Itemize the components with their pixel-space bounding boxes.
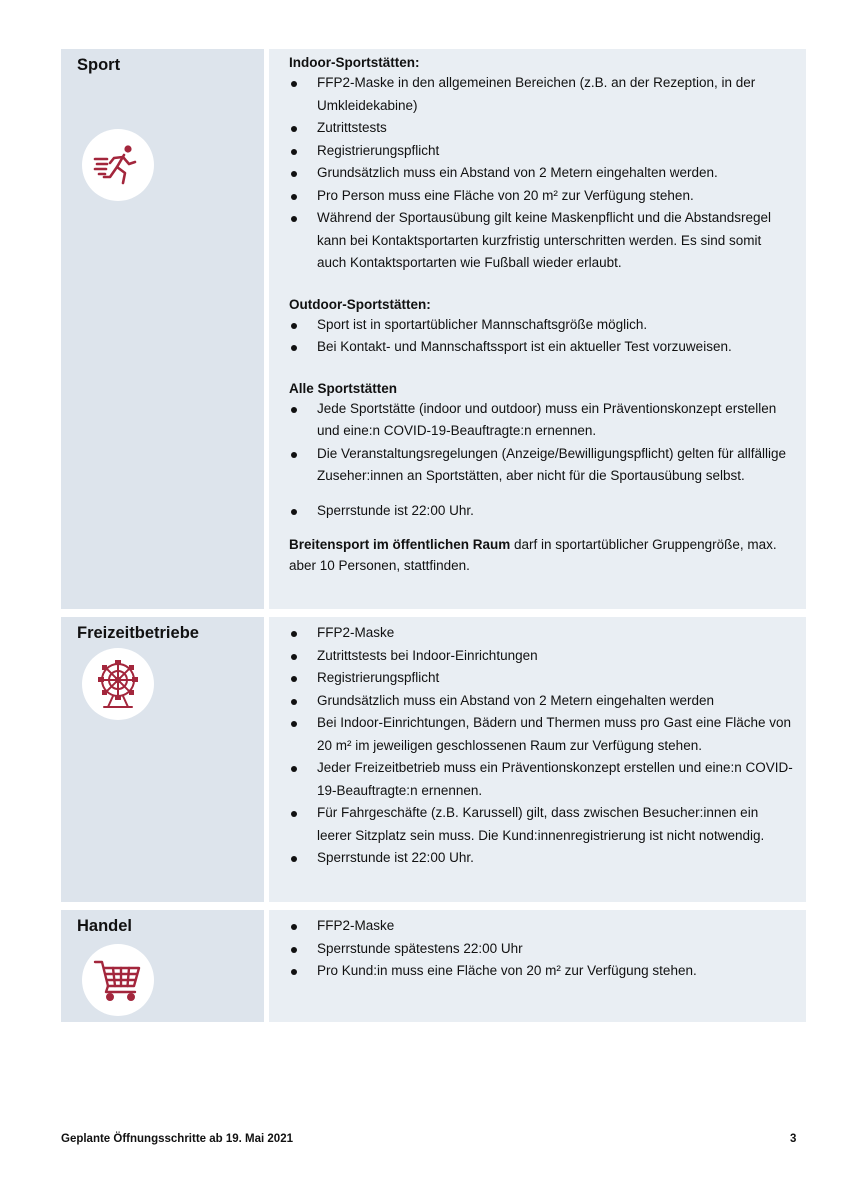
sport-section [61, 49, 806, 609]
list-item: Jeder Freizeitbetrieb muss ein Präventionskonzept erstellen und eine:n COVID-19-Beauftragte:n ernennen. [289, 757, 794, 802]
outdoor-heading: Outdoor-Sportstätten: [289, 296, 431, 312]
outdoor-rules-list [289, 314, 794, 359]
indoor-rules-list [289, 72, 794, 275]
list-item: FFP2-Maske [289, 622, 794, 645]
freizeit-rules-list [289, 622, 794, 870]
curfew-list [289, 500, 794, 523]
sport-title: Sport [77, 56, 121, 74]
list-item: Die Veranstaltungsregelungen (Anzeige/Bewilligungspflicht) gelten für allfällige Zuseher:innen an Sportstätten, aber nicht für die Sportausübung selbst. [289, 443, 794, 488]
list-item: Sperrstunde ist 22:00 Uhr. [289, 847, 794, 870]
breitensport-bold: Breitensport im öffentlichen Raum [289, 537, 511, 552]
page-number: 3 [790, 1133, 797, 1145]
handel-rules-list [289, 915, 794, 983]
list-item: FFP2-Maske in den allgemeinen Bereichen (z.B. an der Rezeption, in der Umkleidekabine) [289, 72, 794, 117]
freizeit-section [61, 617, 806, 902]
list-item: Pro Person muss eine Fläche von 20 m² zur Verfügung stehen. [289, 185, 794, 208]
handel-section [61, 910, 806, 1022]
list-item: FFP2-Maske [289, 915, 794, 938]
list-item: Während der Sportausübung gilt keine Maskenpflicht und die Abstandsregel kann bei Kontaktsportarten kurzfristig unterschritten werden. Es sind somit auch Kontaktsportarten wie Fußball wieder erlaubt. [289, 207, 794, 275]
freizeit-category-cell [61, 617, 264, 902]
list-item: Registrierungspflicht [289, 140, 794, 163]
list-item: Sperrstunde ist 22:00 Uhr. [289, 500, 794, 523]
list-item: Sport ist in sportartüblicher Mannschaftsgröße möglich. [289, 314, 794, 337]
sport-rules-cell [269, 49, 806, 609]
freizeit-rules-cell [269, 617, 806, 902]
list-item: Sperrstunde spätestens 22:00 Uhr [289, 938, 794, 961]
list-item: Zutrittstests [289, 117, 794, 140]
list-item: Grundsätzlich muss ein Abstand von 2 Metern eingehalten werden [289, 690, 794, 713]
breitensport-text: darf in sportartüblicher Gruppengröße, max. aber 10 Personen, stattfinden. [289, 537, 777, 573]
breitensport-note [289, 534, 794, 576]
list-item: Pro Kund:in muss eine Fläche von 20 m² zur Verfügung stehen. [289, 960, 794, 983]
list-item: Bei Kontakt- und Mannschaftssport ist ein aktueller Test vorzuweisen. [289, 336, 794, 359]
indoor-heading: Indoor-Sportstätten: [289, 55, 420, 70]
list-item: Grundsätzlich muss ein Abstand von 2 Metern eingehalten werden. [289, 162, 794, 185]
all-venues-rules-list [289, 398, 794, 488]
ferris-wheel-icon [82, 648, 154, 720]
all-venues-heading: Alle Sportstätten [289, 380, 398, 396]
handel-rules-cell [269, 910, 806, 1022]
footer-title: Geplante Öffnungsschritte ab 19. Mai 2021 [61, 1133, 293, 1145]
handel-category-cell [61, 910, 264, 1022]
freizeit-title: Freizeitbetriebe [77, 624, 199, 642]
sport-category-cell [61, 49, 264, 609]
handel-title: Handel [77, 917, 133, 935]
list-item: Zutrittstests bei Indoor-Einrichtungen [289, 645, 794, 668]
shopping-cart-icon [82, 944, 154, 1016]
list-item: Jede Sportstätte (indoor und outdoor) muss ein Präventionskonzept erstellen und eine:n COVID-19-Beauftragte:n ernennen. [289, 398, 794, 443]
list-item: Bei Indoor-Einrichtungen, Bädern und Thermen muss pro Gast eine Fläche von 20 m² im jeweiligen geschlossenen Raum zur Verfügung stehen. [289, 712, 794, 757]
list-item: Registrierungspflicht [289, 667, 794, 690]
list-item: Für Fahrgeschäfte (z.B. Karussell) gilt, dass zwischen Besucher:innen ein leerer Sitzplatz sein muss. Die Kund:innenregistrierung ist nicht notwendig. [289, 802, 794, 847]
running-person-icon [82, 129, 154, 201]
